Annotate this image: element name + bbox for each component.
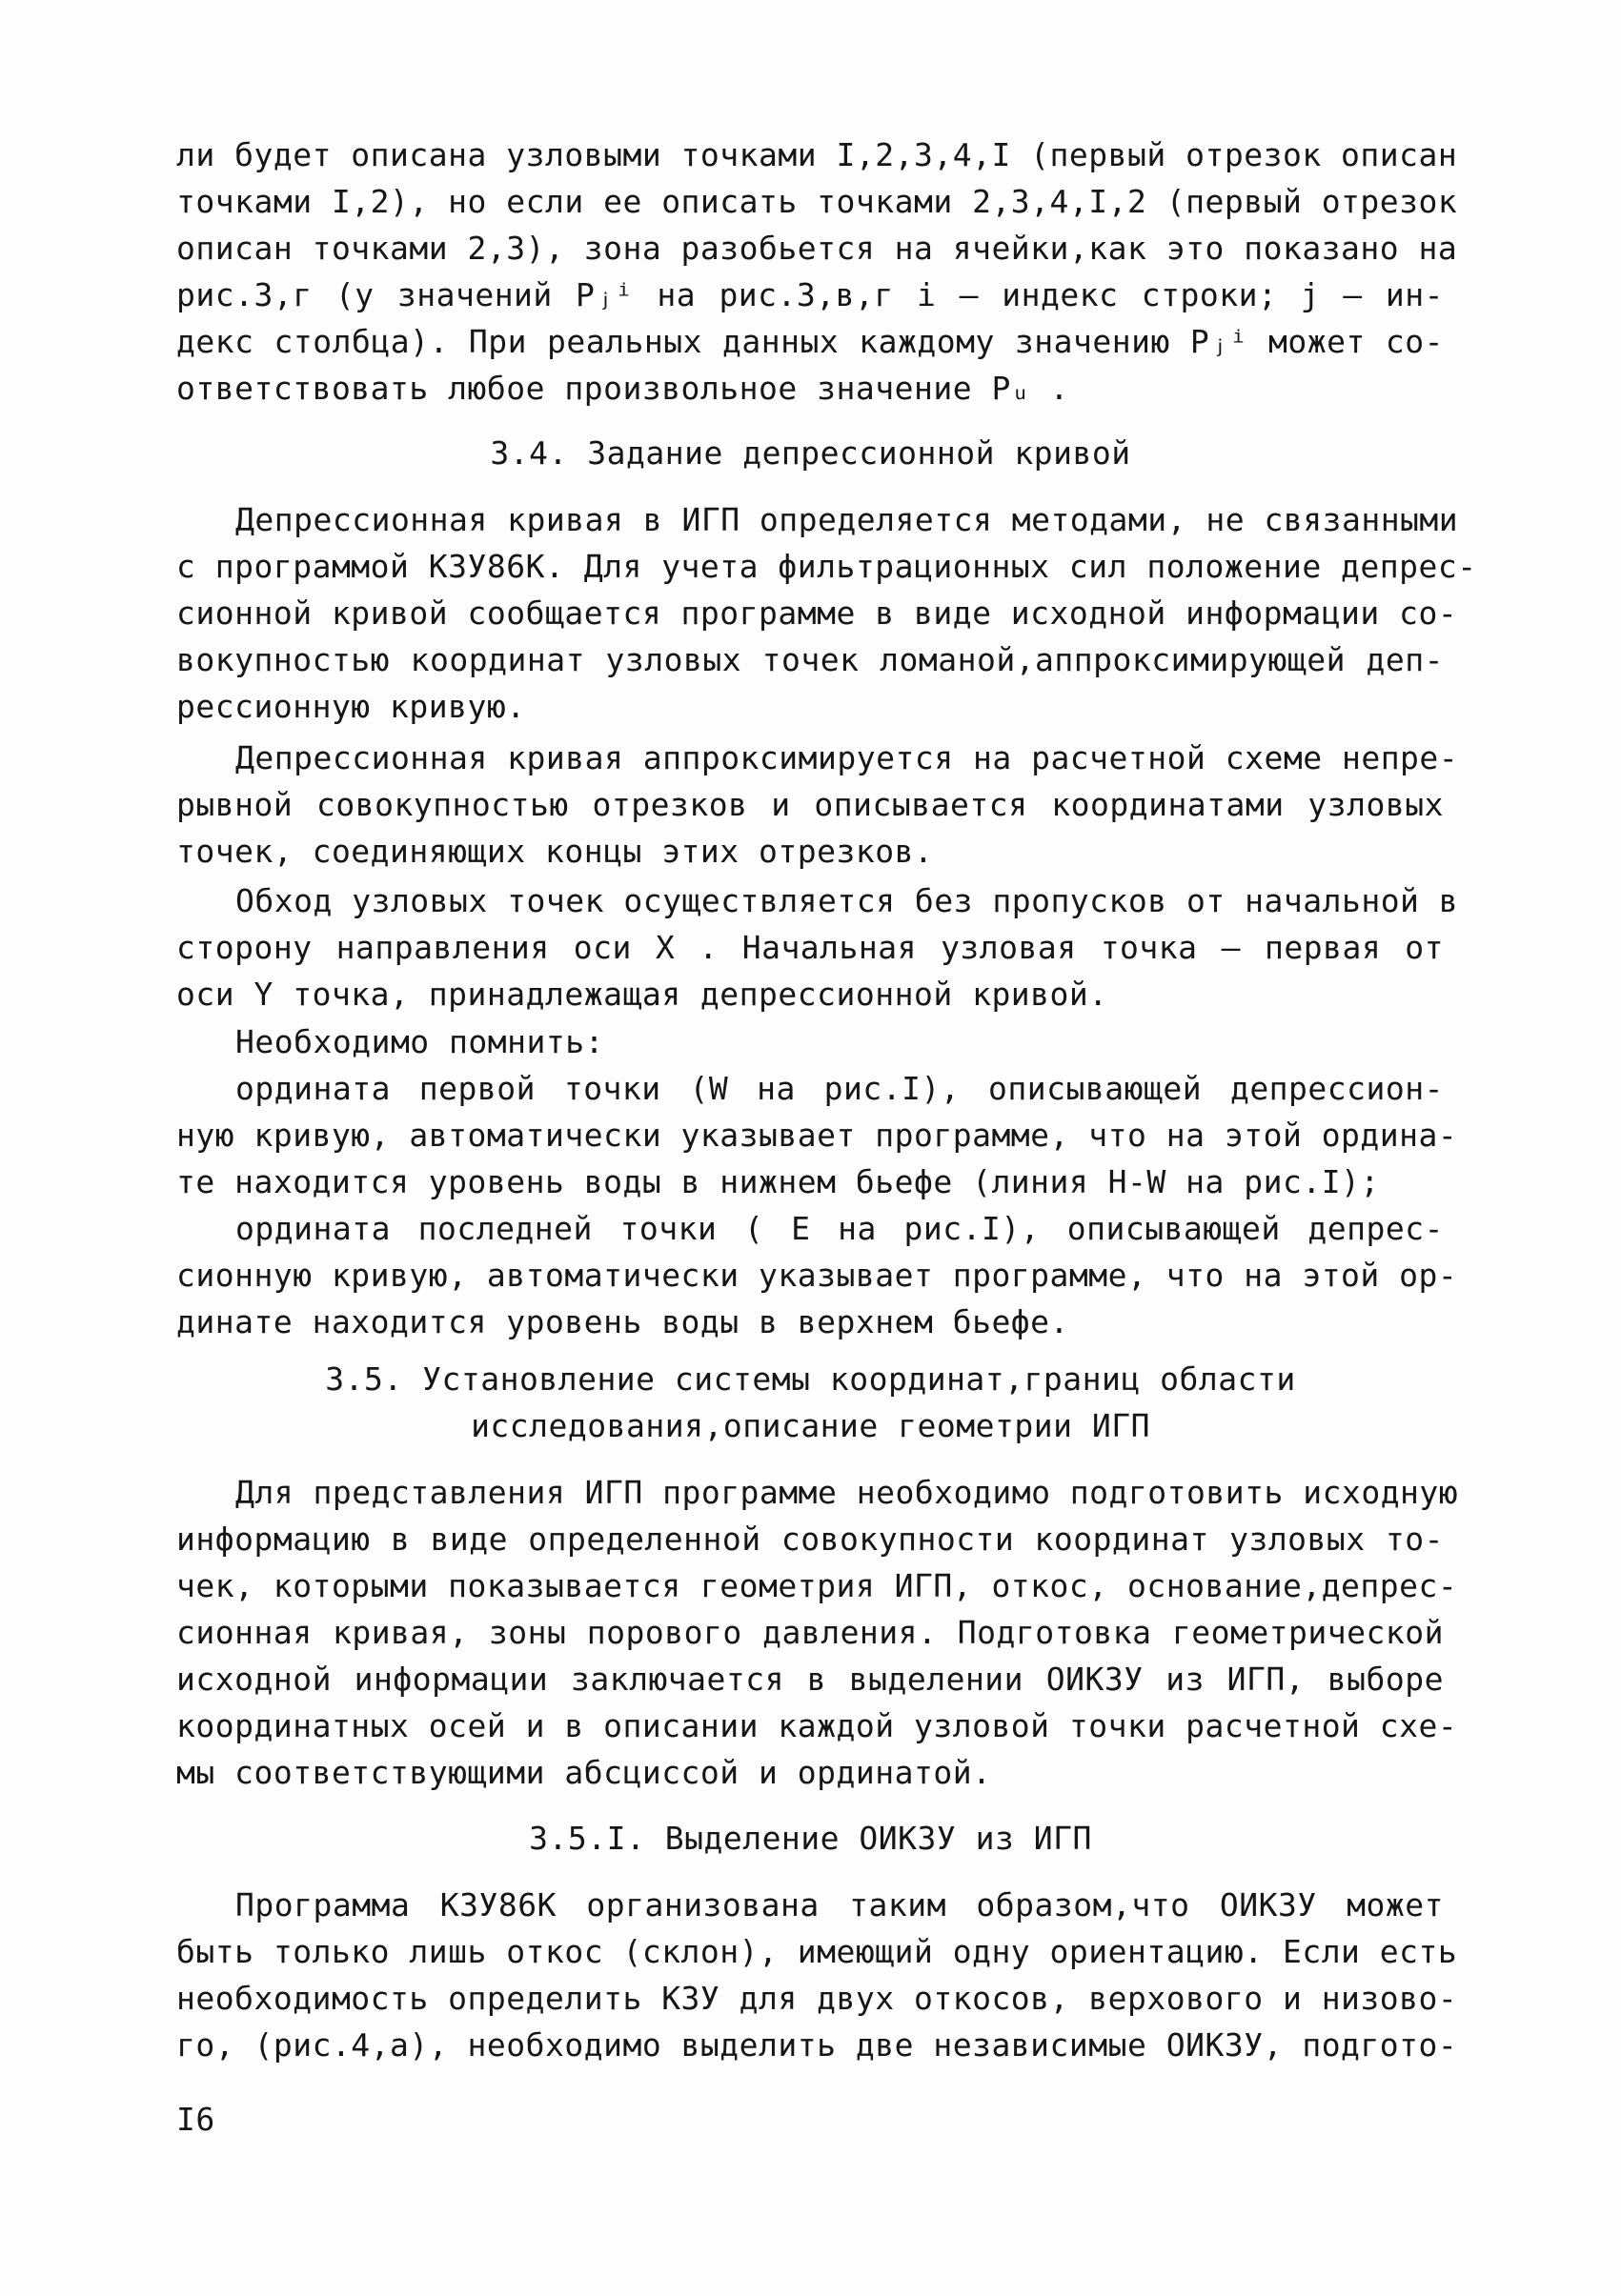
text-line: сионную кривую, автоматически указывает программе, что на этой ор- xyxy=(176,1257,1458,1294)
text-line: координатных осей и в описании каждой узловой точки расчетной схе- xyxy=(176,1707,1458,1744)
paragraph-3-4-b xyxy=(176,735,1459,875)
text-line: ответствовать любое произвольное значение Pᵤ . xyxy=(176,370,1069,407)
text-line: рис.3,г (у значений Pⱼⁱ на рис.3,в,г i – индекс строки; j – ин- xyxy=(176,276,1444,313)
section-heading-3-5-line1: 3.5. Установление системы координат,границ области xyxy=(325,1360,1296,1398)
text-line: рывной совокупностью отрезков и описывается координатами узловых xyxy=(176,786,1444,823)
text-line: декс столбца). При реальных данных каждому значению Pⱼⁱ может со- xyxy=(176,323,1444,360)
text-line: те находится уровень воды в нижнем бьефе (линия H-W на рис.I); xyxy=(176,1163,1380,1200)
text-line: чек, которыми показывается геометрия ИГП, откос, основание,депрес- xyxy=(176,1567,1458,1604)
text-line: информацию в виде определенной совокупности координат узловых то- xyxy=(176,1521,1444,1558)
text-line: го, (рис.4,а), необходимо выделить две независимые ОИКЗУ, подгото- xyxy=(176,2026,1458,2064)
text-line: ли будет описана узловыми точками I,2,3,4,I (первый отрезок описан xyxy=(176,136,1458,173)
text-line: Депрессионная кривая аппроксимируется на расчетной схеме непре- xyxy=(235,739,1459,776)
text-line: необходимость определить КЗУ для двух откосов, верхового и низово- xyxy=(176,1980,1458,2017)
text-line: Депрессионная кривая в ИГП определяется методами, не связанными xyxy=(235,501,1459,538)
text-line: вокупностью координат узловых точек ломаной,аппроксимирующей деп- xyxy=(176,641,1444,678)
page-number: I6 xyxy=(176,2101,215,2138)
text-line: Обход узловых точек осуществляется без пропусков от начальной в xyxy=(235,882,1459,919)
text-line: Для представления ИГП программе необходимо подготовить исходную xyxy=(235,1474,1459,1511)
section-heading-3-5-1: 3.5.I. Выделение ОИКЗУ из ИГП xyxy=(529,1820,1092,1857)
paragraph-intro xyxy=(176,131,1458,412)
text-line: ордината последней точки ( E на рис.I), описывающей депрес- xyxy=(235,1210,1444,1247)
section-heading-3-5-line2: исследования,описание геометрии ИГП xyxy=(471,1407,1150,1444)
section-heading-3-4: 3.4. Задание депрессионной кривой xyxy=(490,434,1131,472)
text-line: оси Y точка, принадлежащая депрессионной кривой. xyxy=(176,976,1108,1013)
text-line: Необходимо помнить: xyxy=(235,1023,604,1060)
text-line: с программой КЗУ86К. Для учета фильтрационных сил положение депрес- xyxy=(176,548,1477,585)
text-line: исходной информации заключается в выделении ОИКЗУ из ИГП, выборе xyxy=(176,1661,1444,1698)
text-line: описан точками 2,3), зона разобьется на ячейки,как это показано на xyxy=(176,230,1458,267)
text-line: Программа КЗУ86К организована таким образом,что ОИКЗУ может xyxy=(235,1886,1444,1923)
text-line: ную кривую, автоматически указывает программе, что на этой ордина- xyxy=(176,1117,1458,1154)
paragraph-3-5 xyxy=(176,1469,1459,1796)
text-line: сионной кривой сообщается программе в виде исходной информации со- xyxy=(176,594,1458,632)
text-line: динате находится уровень воды в верхнем бьефе. xyxy=(176,1303,1069,1340)
text-line: сторону направления оси X . Начальная узловая точка – первая от xyxy=(176,929,1444,966)
paragraph-3-4-e xyxy=(176,1205,1458,1345)
paragraph-3-4-d xyxy=(176,1065,1458,1205)
paragraph-3-5-1 xyxy=(176,1882,1458,2068)
paragraph-remember xyxy=(176,1018,1444,1065)
text-line: точек, соединяющих концы этих отрезков. xyxy=(176,833,934,870)
paragraph-3-4-c xyxy=(176,877,1459,1017)
text-line: ордината первой точки (W на рис.I), описывающей депрессион- xyxy=(235,1070,1444,1107)
text-line: рессионную кривую. xyxy=(176,688,526,725)
text-line: быть только лишь откос (склон), имеющий одну ориентацию. Если есть xyxy=(176,1933,1458,1970)
text-line: сионная кривая, зоны порового давления. Подготовка геометрической xyxy=(176,1614,1444,1651)
text-line: точками I,2), но если ее описать точками 2,3,4,I,2 (первый отрезок xyxy=(176,183,1458,220)
text-line: мы соответствующими абсциссой и ординатой. xyxy=(176,1754,992,1791)
paragraph-3-4-a xyxy=(176,496,1477,730)
